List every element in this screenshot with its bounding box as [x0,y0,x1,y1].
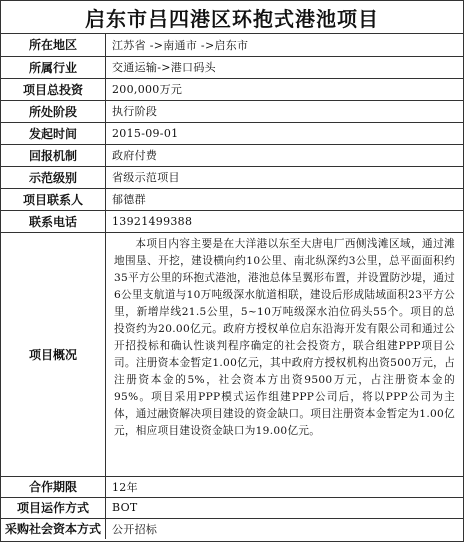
table-row-demo-level [1,166,463,188]
table-row-total-investment [1,78,463,100]
row-value: 12年 [106,476,464,497]
table-row-stage [1,100,463,122]
row-value: 13921499388 [106,210,464,232]
row-label: 联系电话 [1,210,106,232]
table-row-contact-person [1,188,463,210]
overview-text [106,232,464,476]
row-value: 200,000万元 [106,78,464,100]
row-label: 合作期限 [1,476,106,497]
table-row-cooperation-term [1,476,463,497]
table-row-overview [1,232,463,476]
row-value: 政府付费 [106,144,464,166]
row-label: 项目总投资 [1,78,106,100]
row-label: 所在地区 [1,34,106,56]
table-row-industry [1,56,463,78]
row-label: 回报机制 [1,144,106,166]
table-row-return-mechanism [1,144,463,166]
table-row-contact-phone [1,210,463,232]
project-info-table [1,34,463,539]
row-label: 发起时间 [1,122,106,144]
overview-paragraph: 本项目内容主要是在大洋港以东至大唐电厂西侧浅滩区域，通过滩地围垦、开挖，建设横向约10公里、南北纵深约3公里，总平面面积约35平方公里的环抱式港池，港池总体呈翼形布置，并设置防沙堤，通过6公里支航道与10万吨级深水航道相联，建设后形成陆域面积23平方公里，新增岸线21.5公里，5~10万吨级深水泊位码头55个。项目的总投资约为20.00亿元。政府方授权单位启东沿海开发有限公司和通过公开招投标和确认性谈判程序确定的社会投资方，联合组建PPP项目公司。注册资本金暂定1.00亿元，其中政府方授权机构出资500万元，占注册资本金的5%，社会资本方出资9500万元，占注册资本金的95%。项目采用PPP模式运作组建PPP公司后，将以PPP公司为主体，通过融资解决项目建设的资金缺口。项目注册资本金暂定为1.00亿元，相应项目建设资金缺口为19.00亿元。 [114,237,455,438]
row-value: 公开招标 [106,518,464,539]
row-value: 交通运输->港口码头 [106,56,464,78]
row-label: 项目概况 [1,232,106,476]
table-row-start-date [1,122,463,144]
row-value: BOT [106,497,464,518]
row-value: 执行阶段 [106,100,464,122]
table-row-region [1,34,463,56]
row-label: 采购社会资本方式 [1,518,106,539]
table-row-operation-mode [1,497,463,518]
row-value: 江苏省 ->南通市 ->启东市 [112,38,249,52]
row-label: 所属行业 [1,56,106,78]
row-label: 项目联系人 [1,188,106,210]
row-value: 郁德群 [106,188,464,210]
row-value: 2015-09-01 [106,122,464,144]
table-row-procurement-method [1,518,463,539]
page-title: 启东市吕四港区环抱式港池项目 [1,1,463,34]
row-label: 项目运作方式 [1,497,106,518]
row-label: 示范级别 [1,166,106,188]
row-label: 所处阶段 [1,100,106,122]
row-value: 省级示范项目 [106,166,464,188]
